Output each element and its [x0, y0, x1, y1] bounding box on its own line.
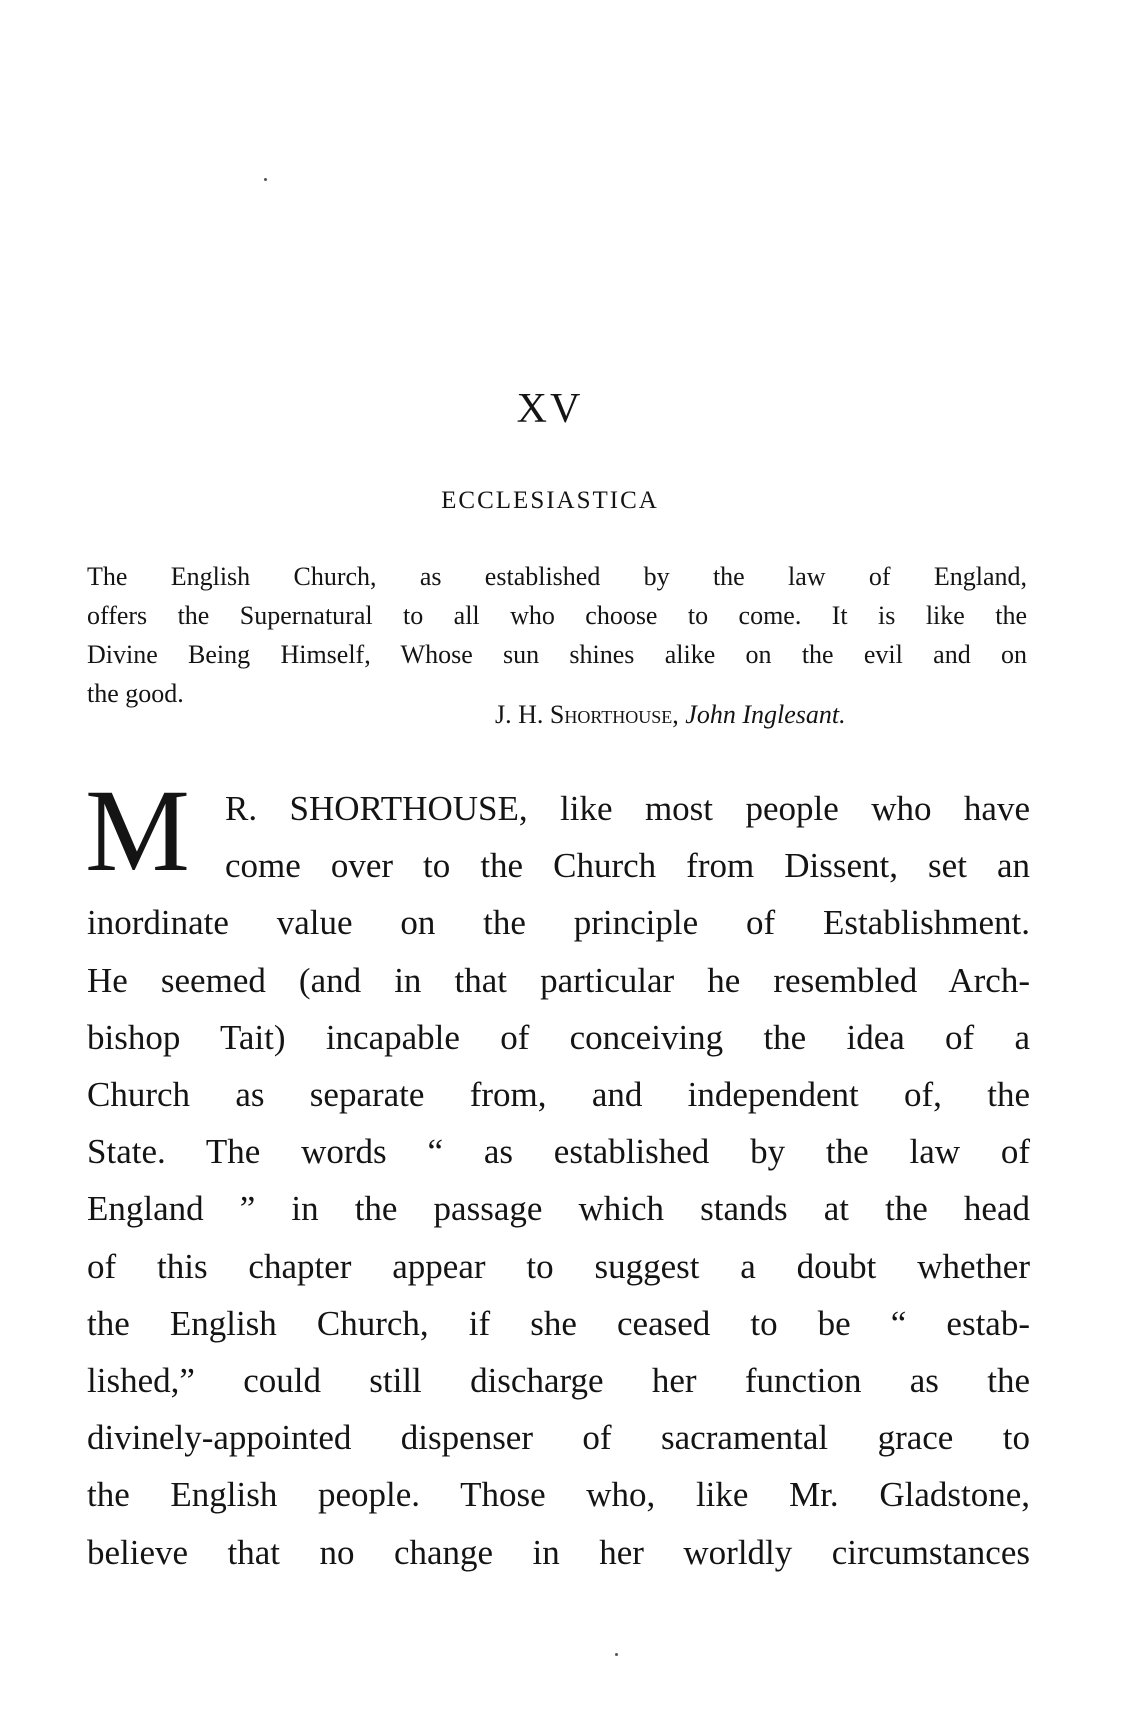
body-line: lished,” could still discharge her function as the: [87, 1361, 1030, 1401]
body-line: He seemed (and in that particular he resembled Arch-: [87, 960, 1030, 1000]
attribution-author: Shorthouse: [549, 700, 673, 729]
body-line: the English Church, if she ceased to be “ estab-: [87, 1303, 1030, 1343]
attribution-separator: ,: [672, 700, 679, 729]
body-line: R. SHORTHOUSE, like most people who have: [225, 789, 1030, 828]
epigraph-line: Divine Being Himself, Whose sun shines alike on the evil and on: [87, 640, 1027, 669]
epigraph-attribution: [495, 700, 995, 730]
body-line: the English people. Those who, like Mr. Gladstone,: [87, 1475, 1030, 1515]
body-line: of this chapter appear to suggest a doubt whether: [87, 1246, 1030, 1286]
attribution-work: John Inglesant.: [685, 700, 846, 729]
drop-cap: M: [85, 765, 190, 896]
paper-speck: [615, 1653, 618, 1656]
epigraph: [87, 557, 1027, 713]
body-line: England ” in the passage which stands at the head: [87, 1189, 1030, 1229]
body-line: Church as separate from, and independent of, the: [87, 1075, 1030, 1115]
chapter-title: ECCLESIASTICA: [441, 487, 659, 514]
epigraph-line: The English Church, as established by the law of England,: [87, 562, 1027, 591]
body-line: inordinate value on the principle of Establishment.: [87, 903, 1030, 943]
body-line: State. The words “ as established by the law of: [87, 1132, 1030, 1172]
body-line: divinely-appointed dispenser of sacramental grace to: [87, 1418, 1030, 1458]
body-line: come over to the Church from Dissent, set an: [225, 846, 1030, 886]
paper-speck: [264, 178, 267, 181]
chapter-number: XV: [516, 386, 584, 432]
body-line: bishop Tait) incapable of conceiving the idea of a: [87, 1017, 1030, 1057]
body-line: believe that no change in her worldly circumstances: [87, 1532, 1030, 1572]
body-text: [87, 780, 1030, 1581]
attribution-initials: J. H.: [495, 700, 544, 729]
epigraph-line: offers the Supernatural to all who choose to come. It is like the: [87, 601, 1027, 630]
epigraph-line: the good.: [87, 679, 184, 708]
